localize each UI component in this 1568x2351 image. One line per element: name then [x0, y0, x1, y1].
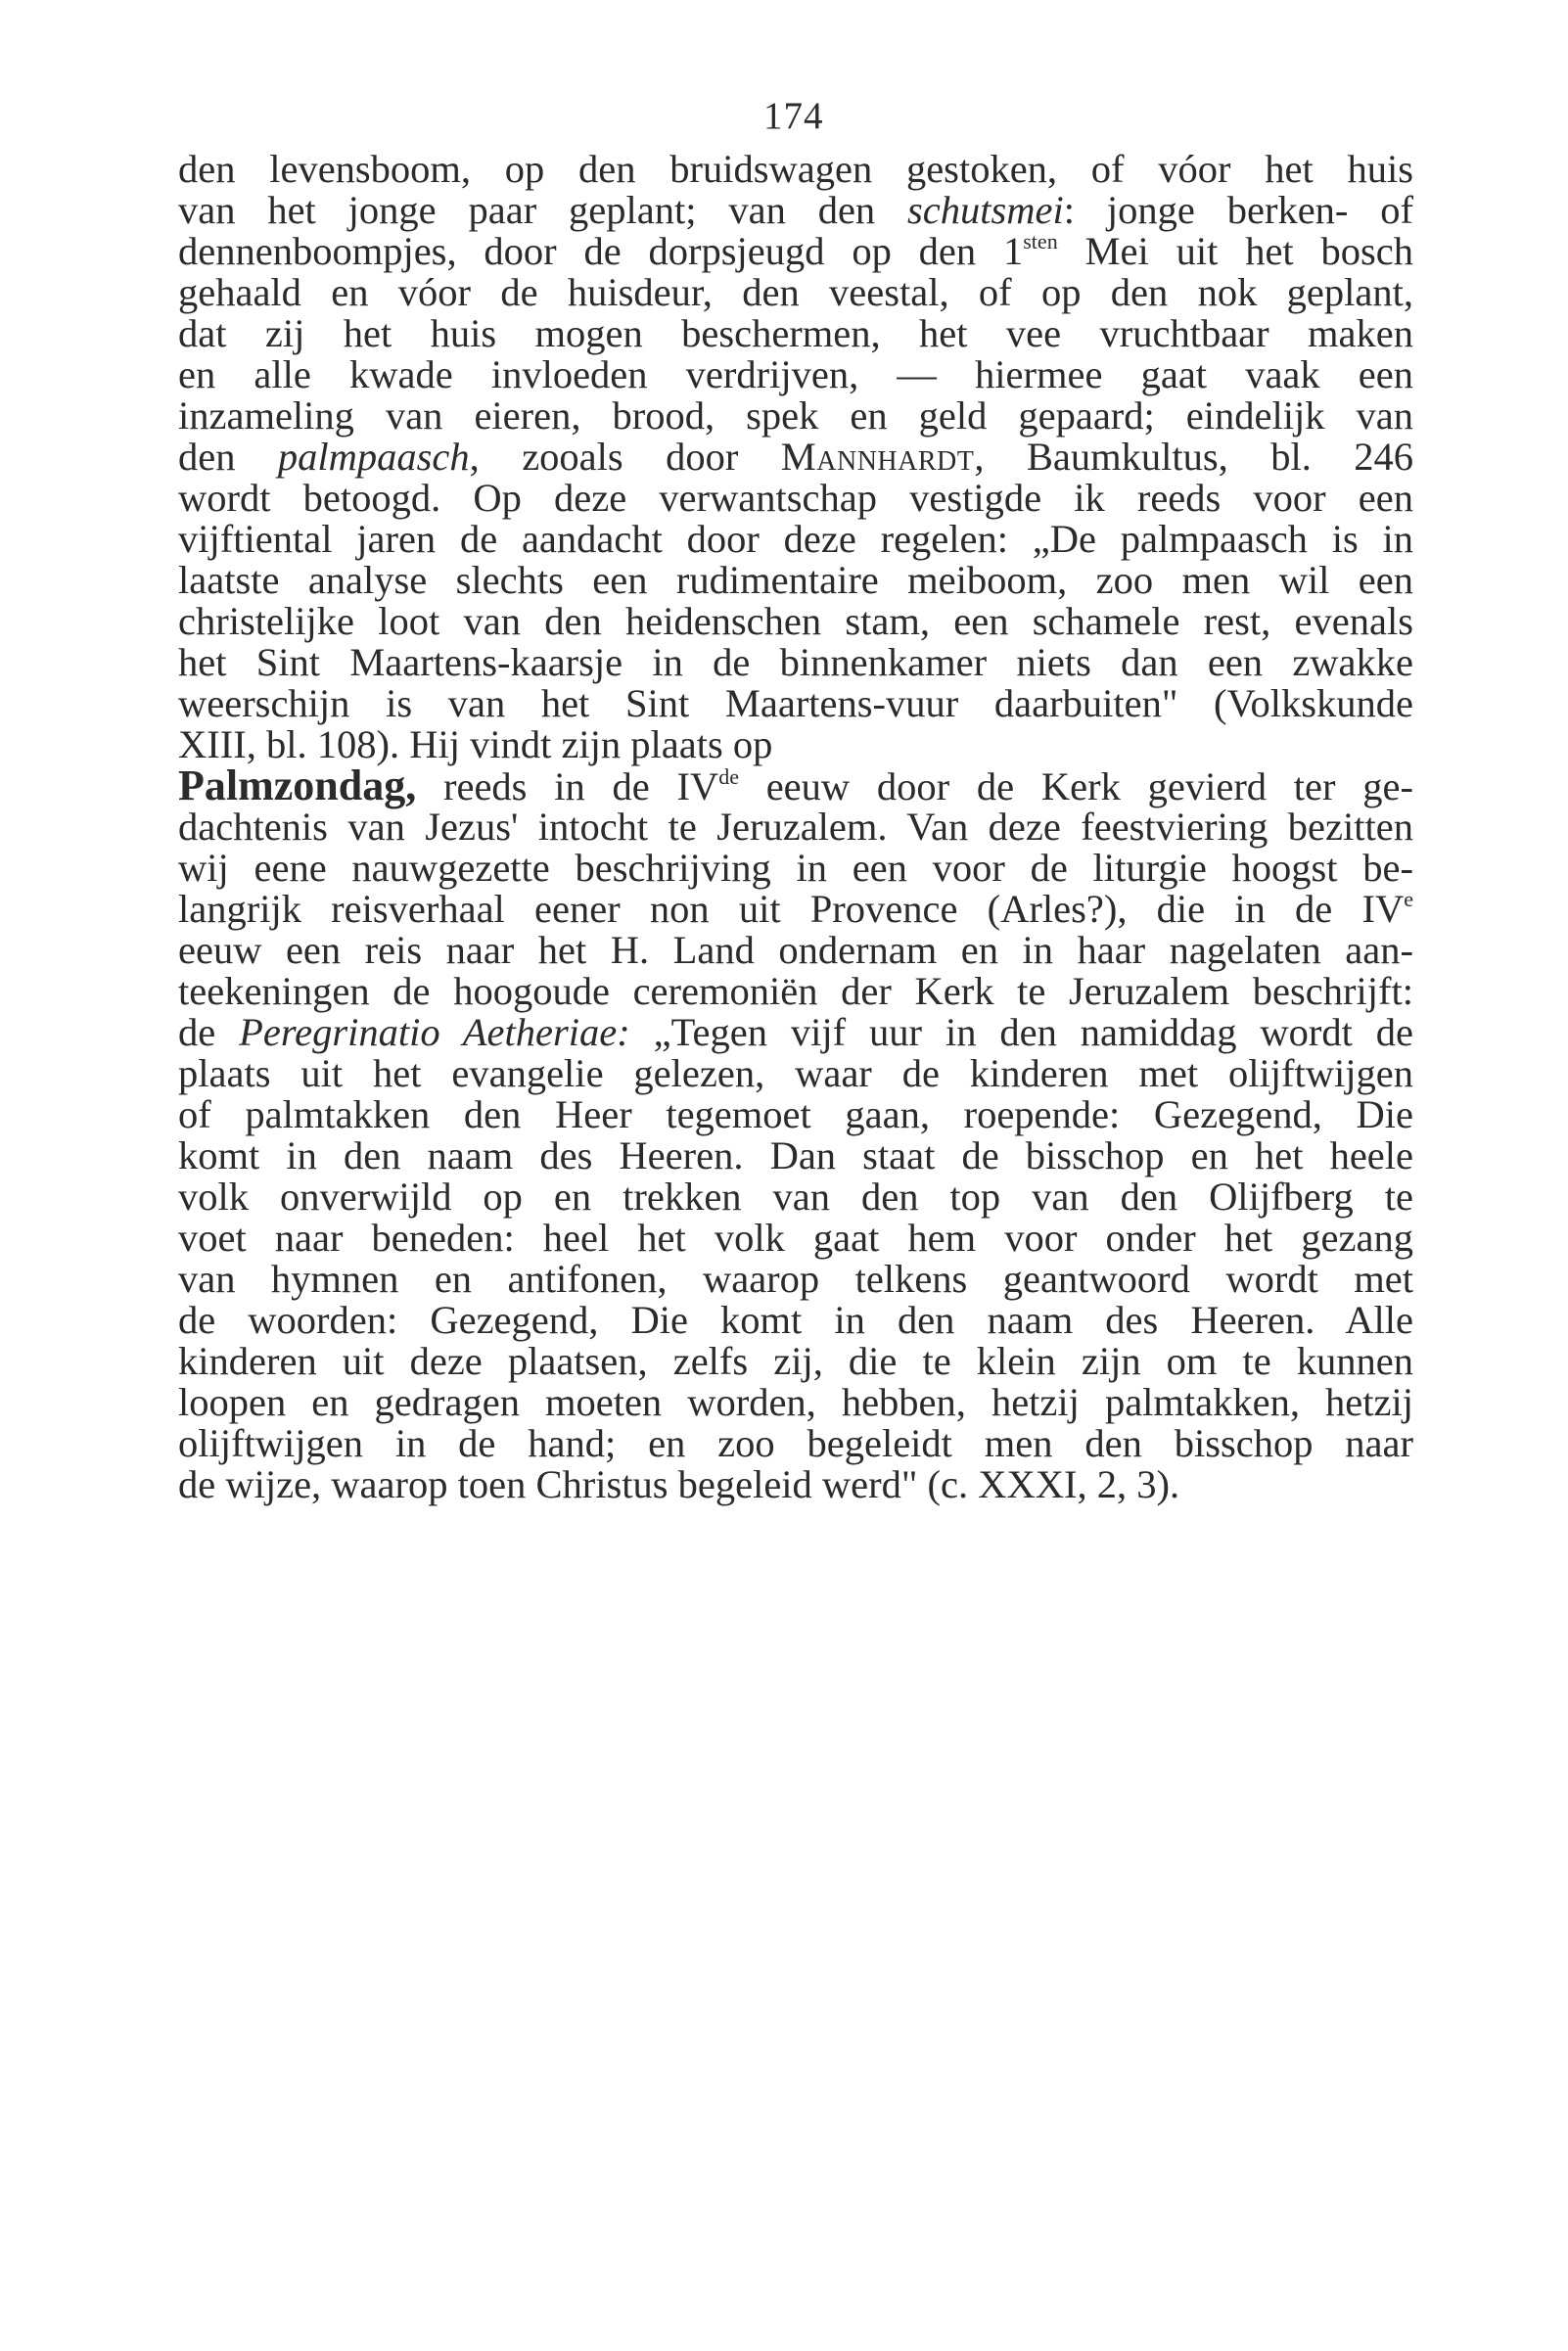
text-run: XIII, bl. 108). Hij vindt zijn plaats op — [178, 722, 773, 766]
text-run: of palmtakken den Heer tegemoet gaan, roepende: Gezegend, Die — [178, 1092, 1413, 1136]
text-run: plaats uit het evangelie gelezen, waar de kinderen met olijftwijgen — [178, 1051, 1413, 1095]
text-run: van hymnen en antifonen, waarop telkens geantwoord wordt met — [178, 1257, 1413, 1301]
text-run: wij eene nauwgezette beschrijving in een voor de liturgie hoogst be- — [178, 846, 1413, 890]
page-number: 174 — [763, 95, 824, 137]
text-run: het Sint Maartens-kaarsje in de binnenkamer niets dan een zwakke — [178, 640, 1413, 684]
text-run: laatste analyse slechts een rudimentaire meiboom, zoo men wil een — [178, 558, 1413, 602]
text-run: teekeningen de hoogoude ceremoniën der Kerk te Jeruzalem beschrijft: — [178, 969, 1413, 1013]
text-run: de — [178, 1010, 240, 1054]
superscript: sten — [1023, 229, 1058, 254]
text-run: : jonge berken- of — [1063, 188, 1413, 232]
text-run: den levensboom, op den bruidswagen gestoken, of vóor het huis — [178, 147, 1413, 191]
text-run: dat zij het huis mogen beschermen, het vee vruchtbaar maken — [178, 311, 1413, 355]
superscript: e — [1404, 887, 1413, 911]
text-run: weerschijn is van het Sint Maartens-vuur daarbuiten" (Volkskunde — [178, 681, 1413, 725]
text-run: vijftiental jaren de aandacht door deze regelen: „De palmpaasch is in — [178, 517, 1413, 561]
text-run: wordt betoogd. Op deze verwantschap vestigde ik reeds voor een — [178, 476, 1413, 520]
text-run: Mei uit het bosch — [1057, 229, 1413, 273]
text-run: eeuw een reis naar het H. Land ondernam en in haar nagelaten aan- — [178, 928, 1413, 972]
italic-term: Peregrinatio Aetheriae: — [239, 1010, 630, 1054]
text-run: volk onverwijld op en trekken van den top van den Olijfberg te — [178, 1175, 1413, 1219]
superscript: de — [718, 764, 739, 789]
text-run: reeds in de IV — [416, 764, 719, 808]
text-run: komt in den naam des Heeren. Dan staat de bisschop en het heele — [178, 1133, 1413, 1177]
text-run: kinderen uit deze plaatsen, zelfs zij, die te klein zijn om te kunnen — [178, 1339, 1413, 1383]
text-run: loopen en gedragen moeten worden, hebben, hetzij palmtakken, hetzij — [178, 1380, 1413, 1424]
text-run: olijftwijgen in de hand; en zoo begeleidt men den bisschop naar — [178, 1421, 1413, 1465]
text-run: christelijke loot van den heidenschen stam, een schamele rest, evenals — [178, 599, 1413, 643]
text-run: langrijk reisverhaal eener non uit Provence (Arles?), die in de IV — [178, 887, 1405, 931]
text-run: gehaald en vóor de huisdeur, den veestal, of op den nok geplant, — [178, 270, 1413, 314]
text-line — [178, 1455, 1413, 1514]
text-run: de woorden: Gezegend, Die komt in den naam des Heeren. Alle — [178, 1298, 1413, 1342]
text-run: en alle kwade invloeden verdrijven, — hiermee gaat vaak een — [178, 352, 1413, 396]
author-name: Mannhardt — [780, 435, 975, 479]
italic-term: palmpaasch — [277, 435, 470, 479]
text-run: dachtenis van Jezus' intocht te Jeruzalem. Van deze feestviering bezitten — [178, 805, 1413, 849]
text-run: dennenboompjes, door de dorpsjeugd op den 1 — [178, 229, 1024, 273]
text-run: „Tegen vijf uur in den namiddag wordt de — [629, 1010, 1413, 1054]
text-run: inzameling van eieren, brood, spek en geld gepaard; eindelijk van — [178, 393, 1413, 438]
text-run: , Baumkultus, bl. 246 — [974, 435, 1414, 479]
section-heading: Palmzondag, — [178, 761, 417, 809]
text-run: de wijze, waarop toen Christus begeleid werd" (c. XXXI, 2, 3). — [178, 1462, 1180, 1506]
italic-term: schutsmei — [907, 188, 1064, 232]
text-run: voet naar beneden: heel het volk gaat hem voor onder het gezang — [178, 1216, 1413, 1260]
text-run: , zooals door — [469, 435, 781, 479]
text-run: den — [178, 435, 278, 479]
text-run: van het jonge paar geplant; van den — [178, 188, 908, 232]
text-run: eeuw door de Kerk gevierd ter ge- — [738, 764, 1413, 808]
